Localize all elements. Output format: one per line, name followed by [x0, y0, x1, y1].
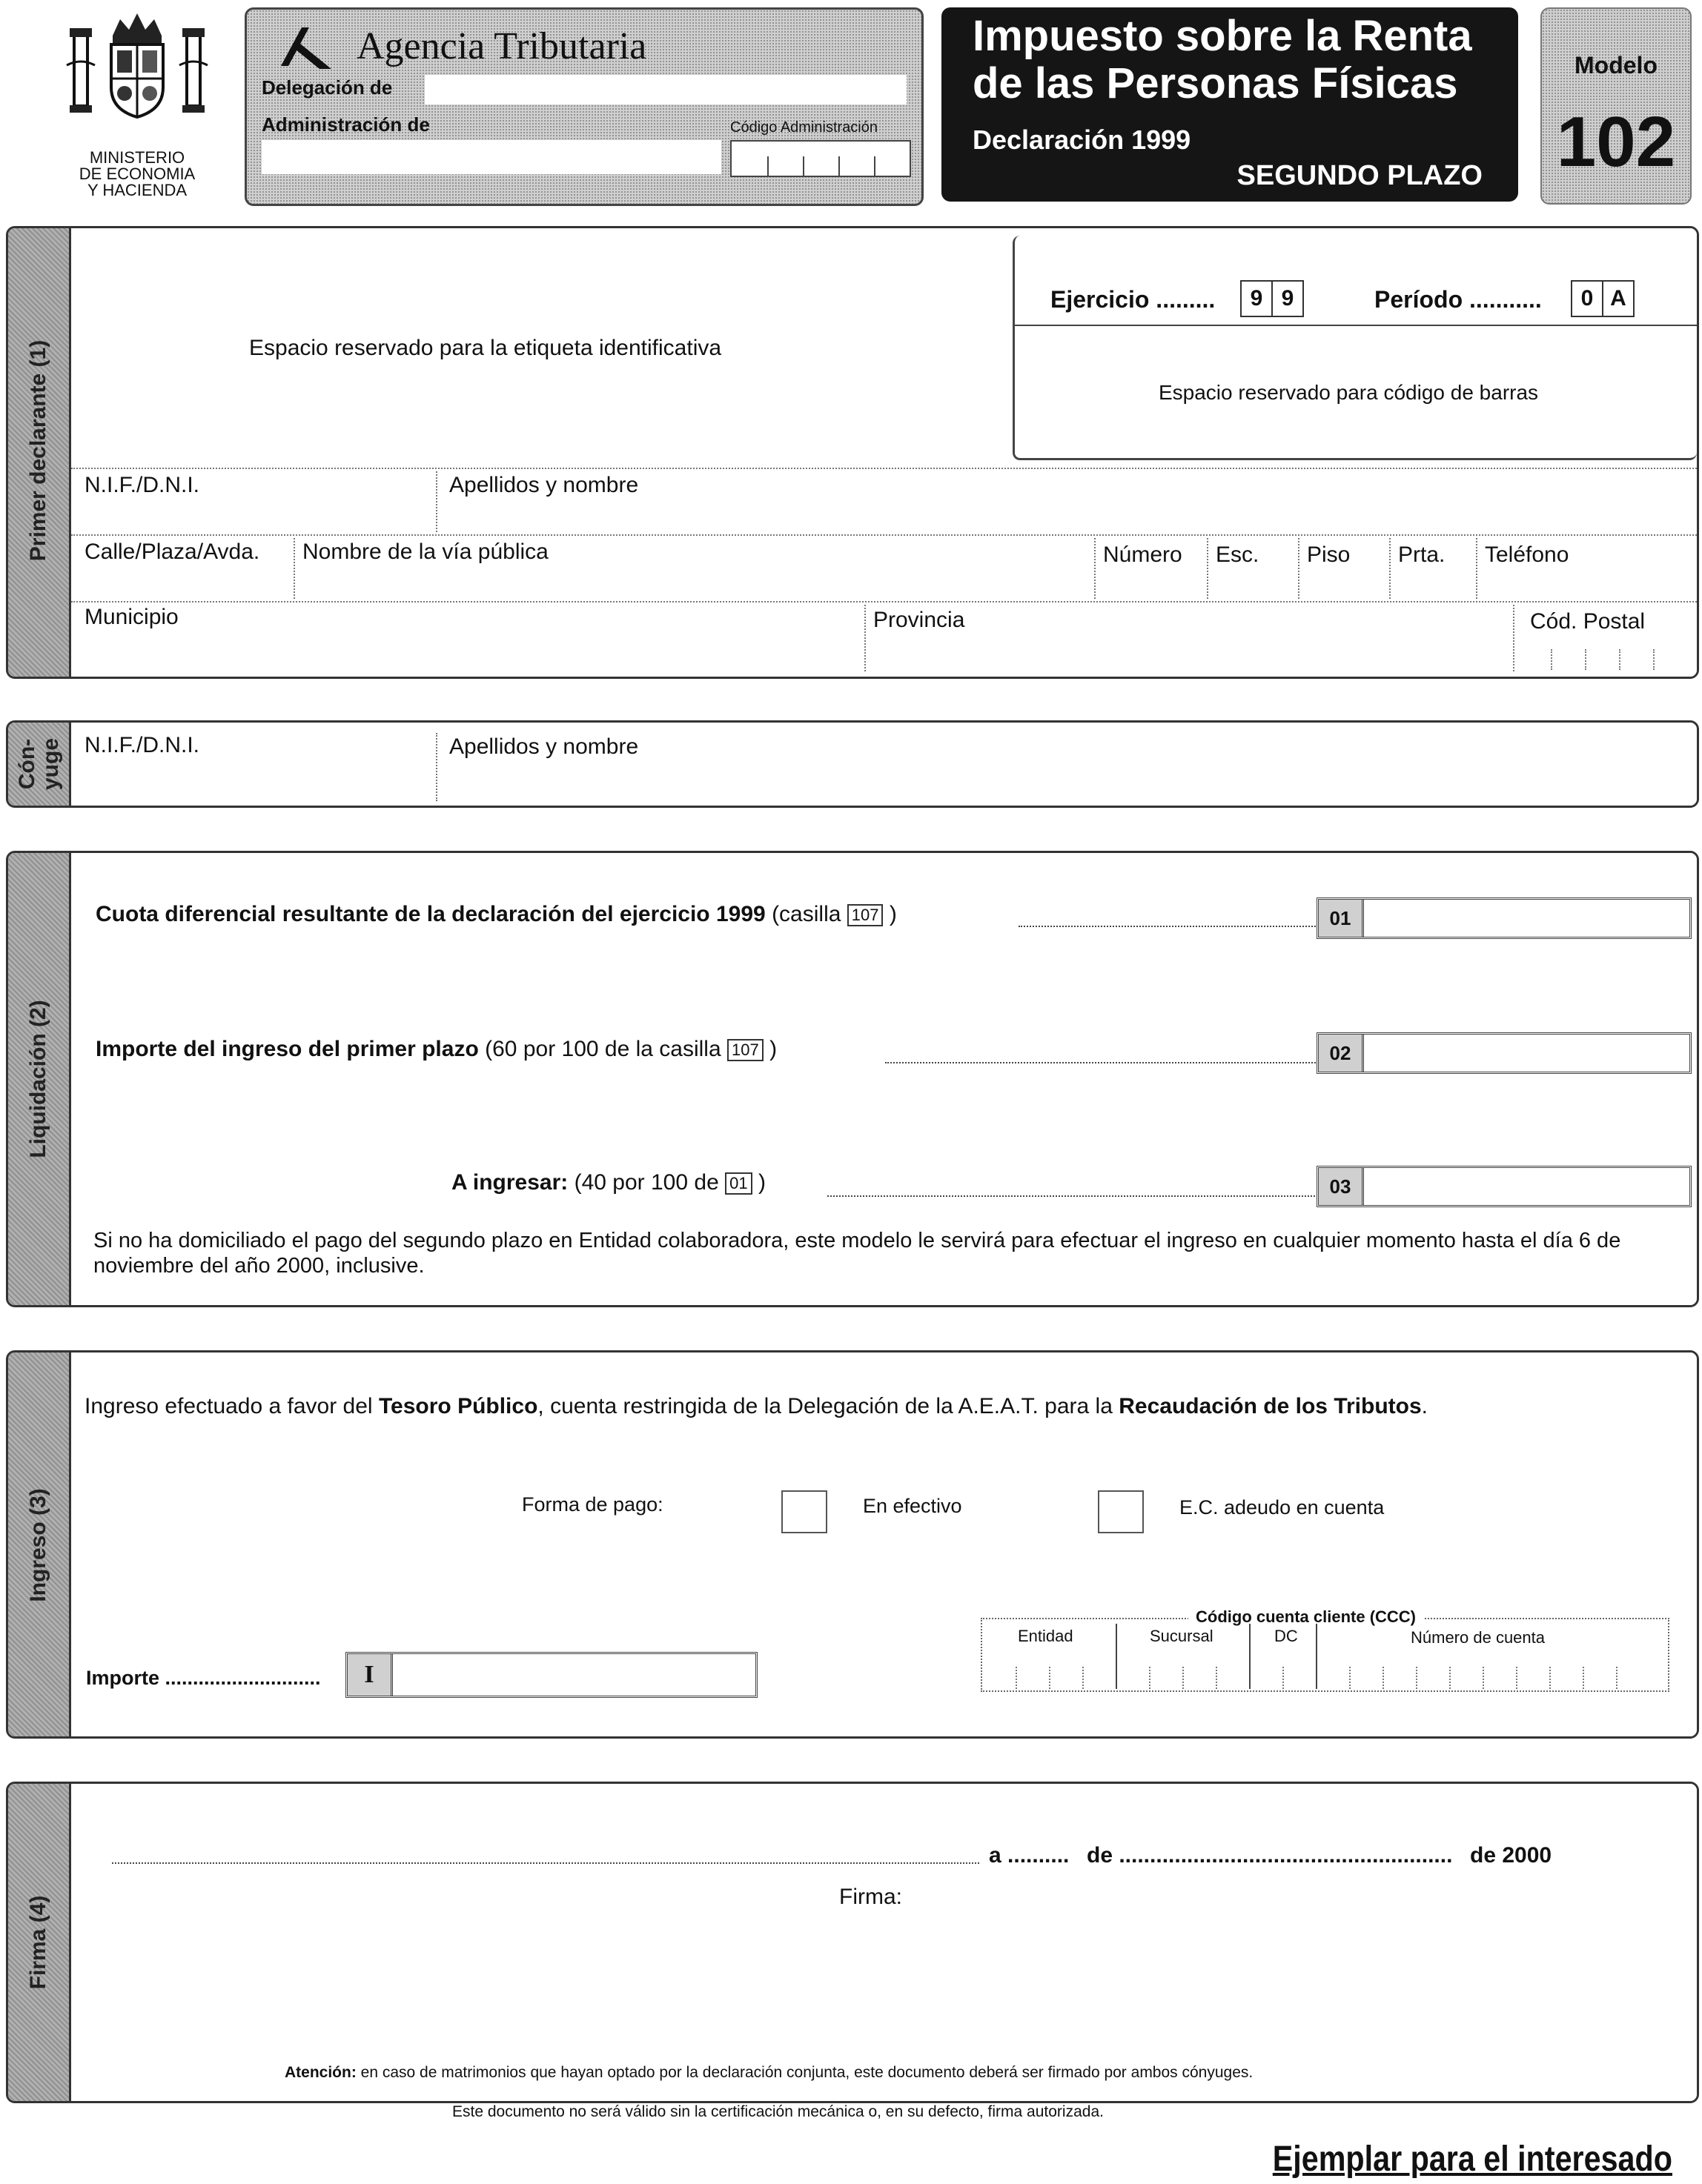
nif-input[interactable]	[71, 502, 434, 534]
firma-side-label: Firma (4)	[26, 1895, 50, 1990]
ministry-line-3: Y HACIENDA	[87, 181, 188, 199]
row3-pre: (40 por 100 de	[574, 1170, 719, 1195]
liquidacion-row-03	[451, 1170, 766, 1195]
delegacion-label: Delegación de	[262, 76, 393, 99]
periodo-label: Período ...........	[1374, 286, 1542, 313]
telefono-label: Teléfono	[1485, 542, 1569, 567]
title-line-2: de las Personas Físicas	[973, 59, 1458, 107]
piso-label: Piso	[1307, 542, 1351, 567]
conyuge-apellidos-label: Apellidos y nombre	[449, 734, 639, 759]
ccc-numero-cuenta-label: Número de cuenta	[1411, 1628, 1545, 1647]
casilla-03-field[interactable]	[1317, 1166, 1692, 1207]
cod-postal-label: Cód. Postal	[1530, 609, 1646, 634]
agency-box	[245, 7, 924, 206]
conyuge-panel	[6, 720, 1699, 808]
ccc-entidad-label: Entidad	[1018, 1627, 1073, 1645]
title-line-1: Impuesto sobre la Renta	[973, 12, 1472, 60]
administracion-field[interactable]	[262, 140, 721, 174]
liquidacion-row-01	[96, 902, 897, 927]
adeudo-label: E.C. adeudo en cuenta	[1179, 1496, 1385, 1518]
firma-side	[8, 1784, 71, 2101]
direccion-input[interactable]	[297, 569, 1090, 599]
efectivo-checkbox[interactable]	[781, 1490, 827, 1533]
atencion-note	[285, 2064, 1253, 2082]
apellidos-input[interactable]	[438, 502, 1691, 534]
telefono-input[interactable]	[1480, 569, 1691, 599]
modelo-number: 102	[1556, 102, 1676, 182]
liquidacion-row-02	[96, 1037, 777, 1062]
ejercicio-label: Ejercicio .........	[1050, 286, 1216, 313]
row2-pre: (60 por 100 de la casilla	[485, 1037, 721, 1061]
ingreso-text-2: , cuenta restringida de la Delegación de la A.E.A.T. para la	[537, 1394, 1113, 1418]
adeudo-checkbox[interactable]	[1098, 1490, 1144, 1533]
ministry-emblem	[52, 6, 222, 139]
ccc-box	[981, 1607, 1669, 1692]
esc-label: Esc.	[1216, 542, 1259, 567]
conyuge-label-2: yuge	[39, 737, 63, 791]
ministry-line-2: DE ECONOMIA	[79, 165, 196, 183]
liquidacion-side	[8, 853, 71, 1305]
codigo-admin-field[interactable]	[730, 140, 911, 177]
forma-pago-label: Forma de pago:	[522, 1493, 663, 1516]
casilla-02-field[interactable]	[1317, 1032, 1692, 1074]
liquidacion-panel	[6, 851, 1699, 1307]
importe-label: Importe ............................	[86, 1667, 321, 1689]
conyuge-apellidos-input[interactable]	[438, 764, 1691, 801]
validity-note: Este documento no será válido sin la certificación mecánica o, en su defecto, firma autorizada.	[452, 2103, 1104, 2120]
ingreso-text-1: Ingreso efectuado a favor del	[85, 1394, 373, 1418]
primer-declarante-panel	[6, 226, 1699, 679]
codigo-barras-label: Espacio reservado para código de barras	[1158, 381, 1539, 404]
modelo-label: Modelo	[1574, 52, 1658, 79]
ministry-name	[52, 150, 222, 199]
segundo-plazo: SEGUNDO PLAZO	[1236, 160, 1483, 191]
prta-label: Prta.	[1398, 542, 1446, 567]
modelo-box	[1540, 7, 1692, 205]
recaudacion-tributos: Recaudación de los Tributos	[1119, 1394, 1422, 1418]
cod-postal-input[interactable]	[1517, 640, 1687, 670]
row3-post: )	[758, 1170, 766, 1195]
conyuge-nif-label: N.I.F./D.N.I.	[85, 733, 200, 757]
casilla-01-code: 01	[1319, 900, 1364, 937]
tesoro-publico: Tesoro Público	[378, 1394, 538, 1418]
casilla-03-code: 03	[1319, 1168, 1364, 1205]
ejercicio-digit-2: 9	[1271, 280, 1304, 317]
periodo-digit-2: A	[1602, 280, 1635, 317]
atencion-text: en caso de matrimonios que hayan optado por la declaración conjunta, este documento deberá ser firmado por ambos cónyuges.	[360, 2064, 1254, 2081]
firma-panel	[6, 1782, 1699, 2103]
title-box	[941, 7, 1518, 202]
calle-label: Calle/Plaza/Avda.	[85, 540, 260, 564]
row1-casilla: 107	[847, 904, 884, 926]
agencia-tributaria-logo-icon	[277, 23, 336, 72]
ingreso-label: Ingreso (3)	[26, 1488, 50, 1602]
declaracion-year: Declaración 1999	[973, 125, 1191, 155]
row1-post: )	[889, 902, 897, 926]
ingreso-text	[85, 1394, 1428, 1419]
ingreso-panel	[6, 1350, 1699, 1739]
plazo-note: Si no ha domiciliado el pago del segundo plazo en Entidad colaboradora, este modelo le servirá para efectuar el ingreso en cualquier momento hasta el día 6 de noviembre del año 2000, inclusive.	[93, 1229, 1621, 1278]
ejercicio-digit-1: 9	[1240, 280, 1273, 317]
row3-bold: A ingresar:	[451, 1170, 569, 1195]
row1-pre: (casilla	[772, 902, 841, 926]
ejercicio-periodo-box	[1013, 236, 1697, 460]
ingreso-side	[8, 1352, 71, 1736]
firma-label: Firma:	[839, 1885, 902, 1909]
conyuge-nif-input[interactable]	[71, 764, 434, 801]
ingreso-text-3: .	[1421, 1394, 1428, 1418]
administracion-label: Administración de	[262, 113, 430, 136]
efectivo-label: En efectivo	[863, 1495, 962, 1517]
municipio-label: Municipio	[85, 605, 179, 629]
nif-label: N.I.F./D.N.I.	[85, 473, 200, 497]
row1-bold: Cuota diferencial resultante de la declaración del ejercicio 1999	[96, 902, 766, 926]
periodo-digit-1: 0	[1571, 280, 1603, 317]
row2-casilla: 107	[727, 1039, 764, 1061]
firma-de-2000: de 2000	[1470, 1843, 1552, 1868]
atencion-bold: Atención:	[285, 2064, 357, 2081]
coat-of-arms-icon	[52, 6, 222, 139]
importe-code: I	[348, 1654, 393, 1696]
ministry-line-1: MINISTERIO	[89, 148, 185, 167]
ccc-sucursal-label: Sucursal	[1150, 1627, 1213, 1645]
importe-field[interactable]	[345, 1652, 758, 1698]
numero-label: Número	[1103, 542, 1182, 567]
ccc-digits[interactable]	[982, 1653, 1668, 1689]
firma-lugar-line[interactable]	[112, 1862, 979, 1864]
primer-declarante-label: Primer declarante (1)	[26, 339, 50, 562]
liquidacion-label: Liquidación (2)	[26, 1000, 50, 1158]
conyuge-label-1: Cón-	[15, 738, 39, 790]
municipio-input[interactable]	[71, 636, 861, 668]
firma-area[interactable]	[368, 1917, 1405, 2065]
ccc-dc-label: DC	[1274, 1627, 1298, 1645]
provincia-input[interactable]	[868, 636, 1509, 668]
firma-de-label: de ......................................................	[1087, 1843, 1453, 1868]
row2-post: )	[769, 1037, 778, 1061]
casilla-02-code: 02	[1319, 1035, 1364, 1072]
codigo-admin-label: Código Administración	[730, 119, 878, 136]
delegacion-field[interactable]	[425, 75, 907, 104]
ejemplar-label: Ejemplar para el interesado	[1272, 2140, 1672, 2179]
firma-a-label: a ..........	[989, 1843, 1070, 1868]
row2-bold: Importe del ingreso del primer plazo	[96, 1037, 479, 1061]
etiqueta-label: Espacio reservado para la etiqueta identificativa	[249, 336, 722, 360]
row3-casilla: 01	[725, 1172, 752, 1195]
agency-name: Agencia Tributaria	[357, 25, 647, 67]
primer-declarante-side	[8, 228, 71, 677]
via-label: Nombre de la vía pública	[302, 540, 549, 564]
apellidos-label: Apellidos y nombre	[449, 473, 639, 497]
casilla-01-field[interactable]	[1317, 897, 1692, 939]
provincia-label: Provincia	[873, 608, 965, 632]
conyuge-side	[8, 723, 71, 806]
ccc-title: Código cuenta cliente (CCC)	[1188, 1607, 1423, 1627]
